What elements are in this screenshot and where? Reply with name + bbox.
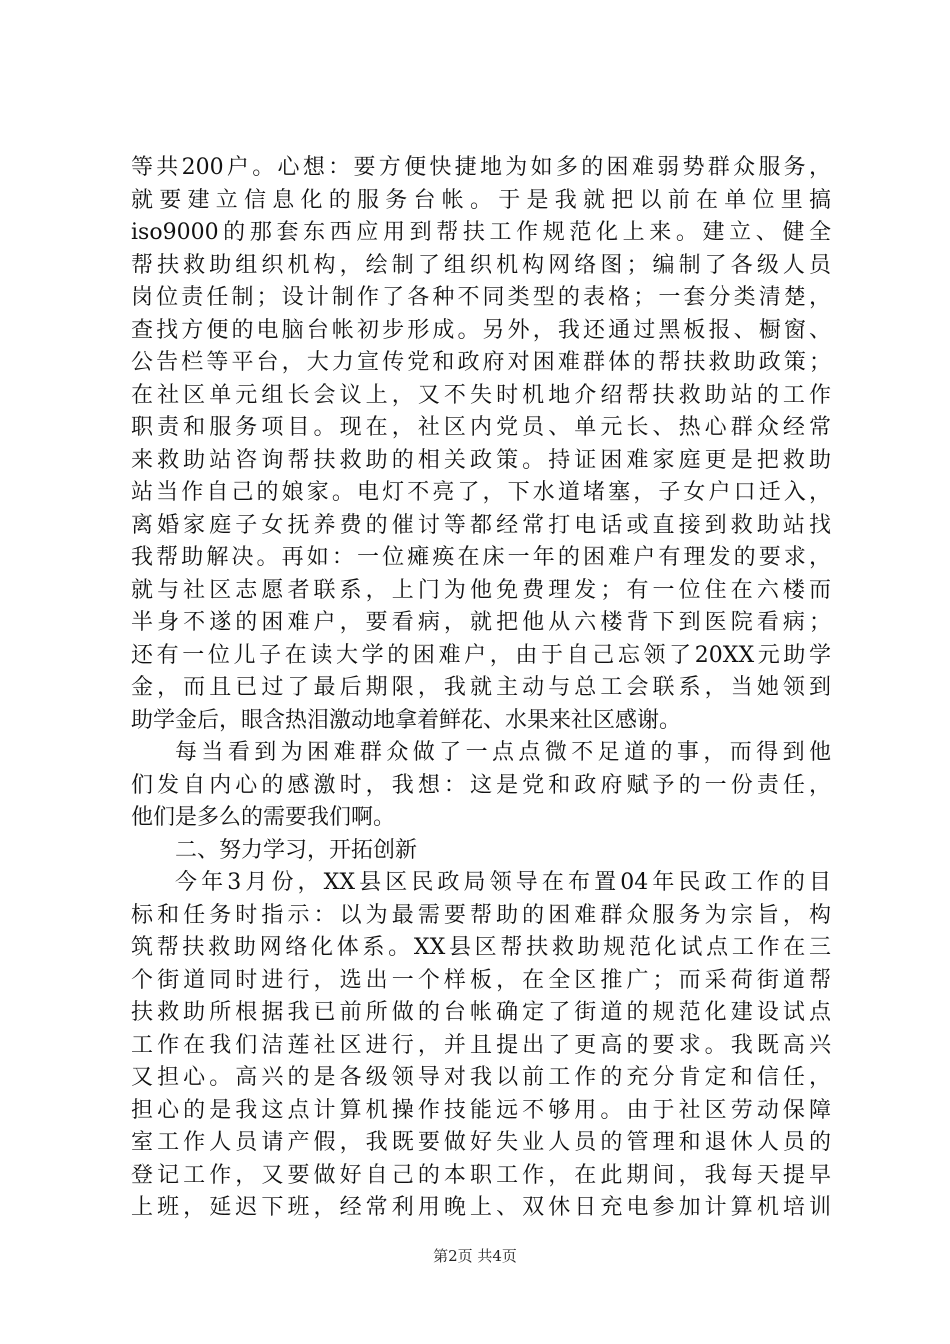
text-line: 登记工作，又要做好自己的本职工作，在此期间，我每天提早 <box>131 1162 831 1188</box>
text-line: iso9000的那套东西应用到帮扶工作规范化上来。建立、健全 <box>131 220 831 245</box>
text-line: 个街道同时进行，选出一个样板，在全区推广；而采荷街道帮 <box>131 967 831 993</box>
text-line: 担心的是我这点计算机操作技能远不够用。由于社区劳动保障 <box>131 1097 831 1123</box>
text-line: 等共200户。心想：要方便快捷地为如多的困难弱势群众服务， <box>131 155 831 180</box>
document-body <box>131 152 831 1225</box>
section-heading: 二、努力学习，开拓创新 <box>175 837 418 863</box>
text-line: 室工作人员请产假，我既要做好失业人员的管理和退休人员的 <box>131 1130 831 1155</box>
text-line: 职责和服务项目。现在，社区内党员、单元长、热心群众经常 <box>131 415 831 440</box>
text-line: 们发自内心的感激时，我想：这是党和政府赋予的一份责任， <box>131 772 831 798</box>
text-line: 又担心。高兴的是各级领导对我以前工作的充分肯定和信任， <box>131 1065 831 1090</box>
text-line: 还有一位儿子在读大学的困难户，由于自己忘领了20XX元助学 <box>131 642 831 668</box>
text-line: 岗位责任制；设计制作了各种不同类型的表格；一套分类清楚， <box>131 285 831 310</box>
page-number-footer: 第2页 共4页 <box>433 1247 517 1265</box>
text-line: 每当看到为困难群众做了一点点微不足道的事，而得到他 <box>175 740 831 765</box>
text-line: 半身不遂的困难户，要看病，就把他从六楼背下到医院看病； <box>131 610 831 635</box>
text-line: 查找方便的电脑台帐初步形成。另外，我还通过黑板报、橱窗、 <box>131 317 831 343</box>
text-line: 就与社区志愿者联系，上门为他免费理发；有一位住在六楼而 <box>131 577 831 603</box>
text-line: 扶救助所根据我已前所做的台帐确定了街道的规范化建设试点 <box>131 1000 831 1025</box>
text-line: 就要建立信息化的服务台帐。于是我就把以前在单位里搞 <box>131 187 831 213</box>
text-line: 离婚家庭子女抚养费的催讨等都经常打电话或直接到救助站找 <box>131 512 831 538</box>
text-line: 筑帮扶救助网络化体系。XX县区帮扶救助规范化试点工作在三 <box>131 935 831 960</box>
text-line: 他们是多么的需要我们啊。 <box>131 805 396 830</box>
text-line: 我帮助解决。再如：一位瘫痪在床一年的困难户有理发的要求， <box>131 545 831 570</box>
text-line: 工作在我们洁莲社区进行，并且提出了更高的要求。我既高兴 <box>131 1032 831 1058</box>
text-line: 助学金后，眼含热泪激动地拿着鲜花、水果来社区感谢。 <box>131 707 682 733</box>
text-line: 在社区单元组长会议上，又不失时机地介绍帮扶救助站的工作 <box>131 382 831 408</box>
text-line: 标和任务时指示：以为最需要帮助的困难群众服务为宗旨，构 <box>131 902 831 928</box>
text-line: 金，而且已过了最后期限，我就主动与总工会联系，当她领到 <box>131 675 831 700</box>
text-line: 来救助站咨询帮扶救助的相关政策。持证困难家庭更是把救助 <box>131 447 831 473</box>
text-line: 站当作自己的娘家。电灯不亮了，下水道堵塞，子女户口迁入， <box>131 480 831 505</box>
text-line: 公告栏等平台，大力宣传党和政府对困难群体的帮扶救助政策； <box>131 350 831 375</box>
text-line: 帮扶救助组织机构，绘制了组织机构网络图；编制了各级人员 <box>131 252 831 278</box>
text-line: 今年3月份，XX县区民政局领导在布置04年民政工作的目 <box>175 870 831 895</box>
text-line: 上班，延迟下班，经常利用晚上、双休日充电参加计算机培训 <box>131 1195 831 1220</box>
